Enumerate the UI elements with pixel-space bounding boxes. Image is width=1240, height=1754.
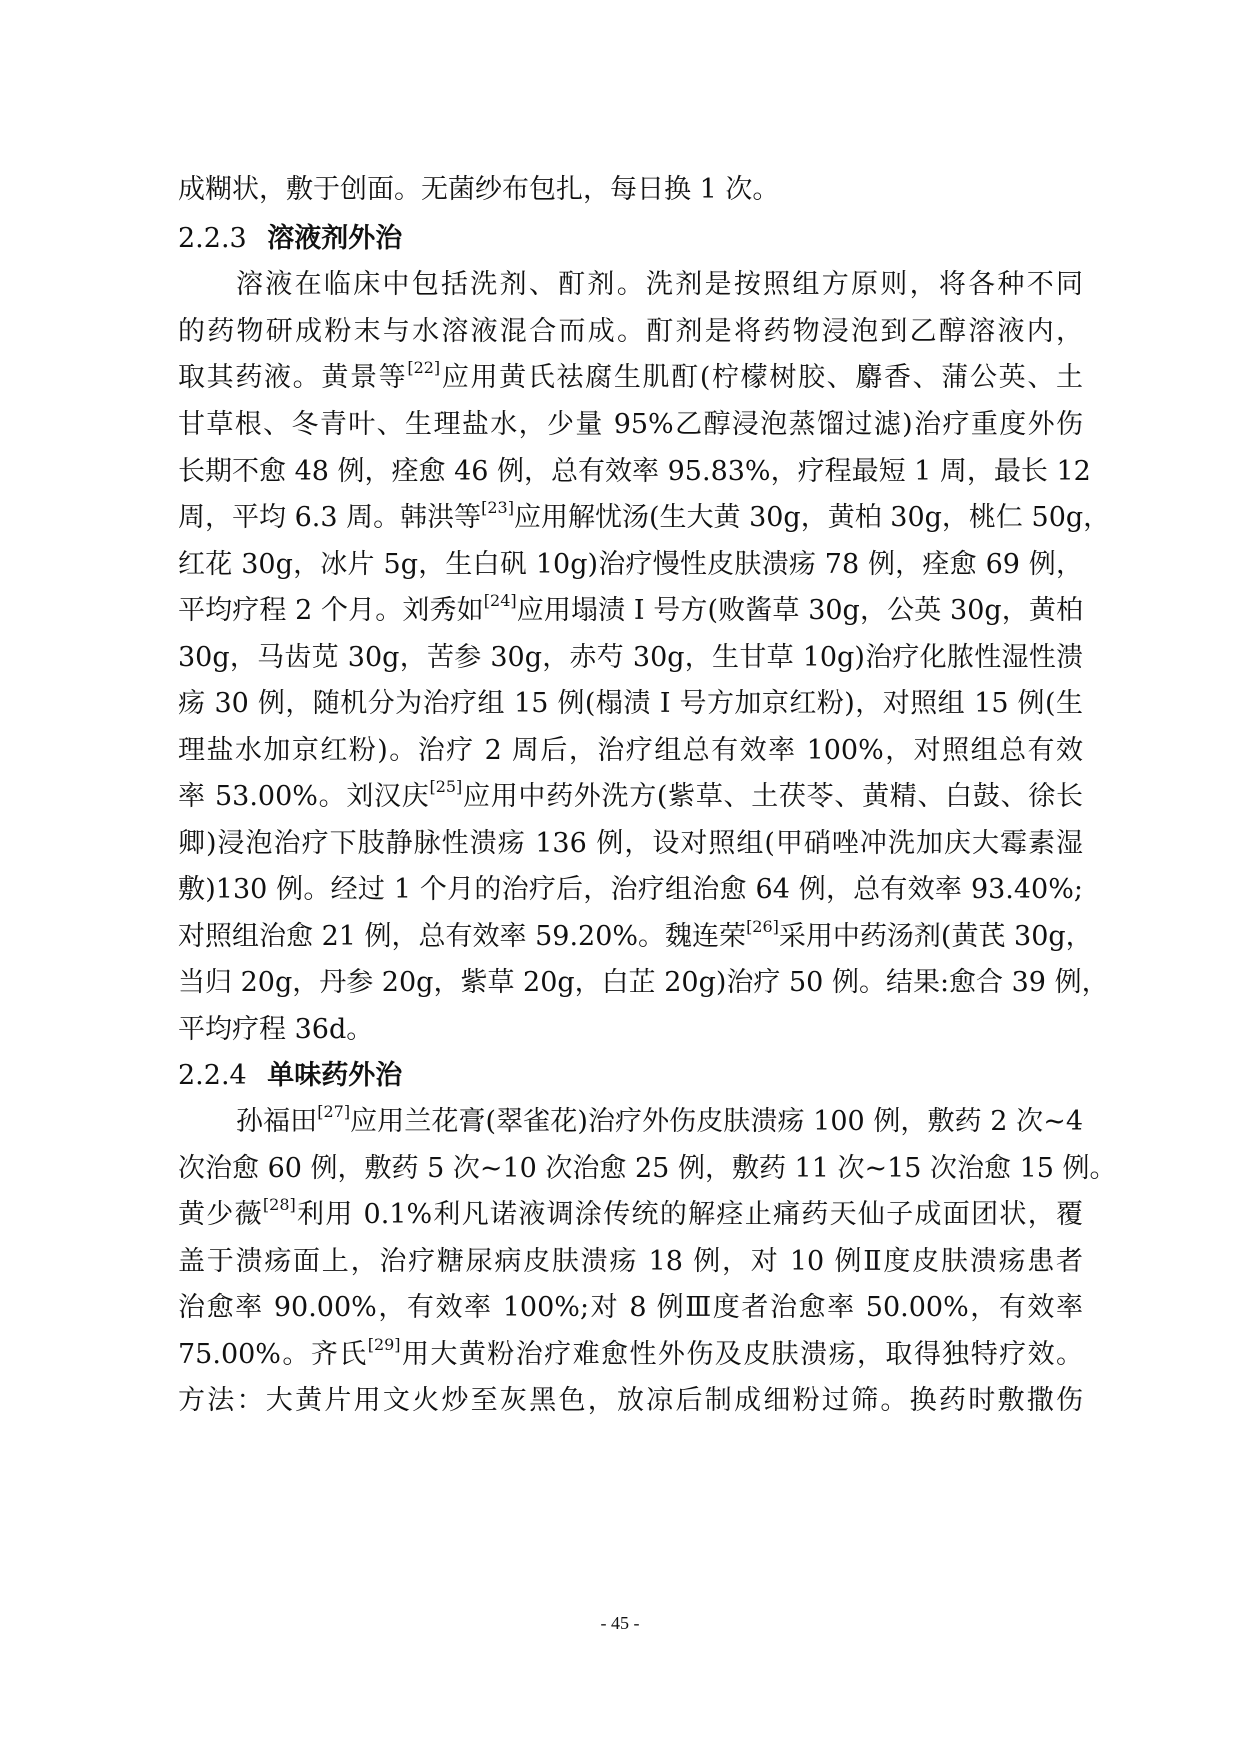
text-line: 当归 20g，丹参 20g，紫草 20g，白芷 20g)治疗 50 例。结果:愈合 39 例， — [178, 967, 1109, 998]
text-line: 卿)浸泡治疗下肢静脉性溃疡 136 例，设对照组(甲硝唑冲洗加庆大霉素湿 — [178, 828, 1083, 859]
citation: [28] — [262, 1195, 296, 1214]
text-line-with-citation — [178, 1195, 1083, 1230]
text-line: 成糊状，敷于创面。无菌纱布包扎，每日换 1 次。 — [178, 174, 780, 205]
text-line: 溶液在临床中包括洗剂、酊剂。洗剂是按照组方原则，将各种不同 — [236, 269, 1083, 300]
text-line-with-citation — [178, 1335, 1084, 1370]
text-line: 次治愈 60 例，敷药 5 次~10 次治愈 25 例，敷药 11 次~15 次治愈 15 例。 — [178, 1153, 1117, 1184]
text-line: 疡 30 例，随机分为治疗组 15 例(榻渍 I 号方加京红粉)，对照组 15 例(生 — [178, 688, 1083, 719]
text-segment: 用大黄粉治疗难愈性外伤及皮肤溃疡，取得独特疗效。 — [400, 1339, 1084, 1370]
citation: [27] — [317, 1102, 351, 1121]
text-segment: 应用兰花膏(翠雀花)治疗外伤皮肤溃疡 100 例，敷药 2 次~4 — [350, 1106, 1083, 1137]
text-segment: 黄少薇 — [178, 1199, 263, 1230]
text-segment: 应用解忧汤(生大黄 30g，黄柏 30g，桃仁 50g， — [513, 502, 1111, 533]
page-number: - 45 - — [600, 1613, 640, 1633]
text-segment: 应用塌渍 I 号方(败酱草 30g，公英 30g，黄柏 — [516, 595, 1084, 626]
section-number: 2.2.4 — [178, 1060, 247, 1091]
text-line: 盖于溃疡面上，治疗糖尿病皮肤溃疡 18 例，对 10 例Ⅱ度皮肤溃疡患者 — [178, 1246, 1083, 1277]
citation: [29] — [367, 1335, 401, 1354]
text-line: 治愈率 90.00%，有效率 100%;对 8 例Ⅲ度者治愈率 50.00%，有效率 — [178, 1292, 1083, 1323]
text-segment: 取其药液。黄景等 — [178, 362, 408, 393]
section-number: 2.2.3 — [178, 223, 247, 254]
text-segment: 采用中药汤剂(黄芪 30g， — [778, 921, 1093, 952]
text-line-with-citation — [178, 777, 1083, 812]
text-segment: 周，平均 6.3 周。韩洪等 — [178, 502, 482, 533]
citation: [22] — [407, 358, 441, 377]
citation: [25] — [429, 777, 463, 796]
section-heading — [178, 225, 402, 252]
text-line-with-citation — [236, 1102, 1083, 1137]
text-line: 甘草根、冬青叶、生理盐水，少量 95%乙醇浸泡蒸馏过滤)治疗重度外伤 — [178, 409, 1083, 440]
text-line: 长期不愈 48 例，痊愈 46 例，总有效率 95.83%，疗程最短 1 周，最长 12 — [178, 456, 1091, 487]
text-segment: 75.00%。齐氏 — [178, 1339, 368, 1370]
citation: [24] — [483, 591, 517, 610]
section-title: 溶液剂外治 — [267, 223, 403, 254]
text-line-with-citation — [178, 498, 1111, 533]
text-segment: 应用黄氏祛腐生肌酊(柠檬树胶、麝香、蒲公英、土 — [440, 362, 1083, 393]
text-line: 敷)130 例。经过 1 个月的治疗后，治疗组治愈 64 例，总有效率 93.40%; — [178, 874, 1083, 905]
citation: [23] — [481, 498, 514, 517]
text-line: 理盐水加京红粉)。治疗 2 周后，治疗组总有效率 100%，对照组总有效 — [178, 735, 1083, 766]
section-title: 单味药外治 — [267, 1060, 403, 1091]
citation: [26] — [746, 917, 779, 936]
section-heading — [178, 1062, 402, 1089]
text-line-with-citation — [178, 358, 1083, 393]
text-line: 平均疗程 36d。 — [178, 1014, 374, 1045]
text-segment: 应用中药外洗方(紫草、土茯苓、黄精、白鼓、徐长 — [462, 781, 1083, 812]
text-segment: 率 53.00%。刘汉庆 — [178, 781, 430, 812]
text-line-with-citation — [178, 917, 1093, 952]
text-segment: 利用 0.1%利凡诺液调涂传统的解痉止痛药天仙子成面团状，覆 — [295, 1199, 1083, 1230]
text-line: 的药物研成粉末与水溶液混合而成。酊剂是将药物浸泡到乙醇溶液内， — [178, 316, 1083, 347]
text-line-with-citation — [178, 591, 1084, 626]
text-segment: 对照组治愈 21 例，总有效率 59.20%。魏连荣 — [178, 921, 747, 952]
text-segment: 孙福田 — [236, 1106, 318, 1137]
text-line: 方法：大黄片用文火炒至灰黑色，放凉后制成细粉过筛。换药时敷撒伤 — [178, 1385, 1083, 1416]
text-segment: 平均疗程 2 个月。刘秀如 — [178, 595, 484, 626]
text-line: 红花 30g，冰片 5g，生白矾 10g)治疗慢性皮肤溃疡 78 例，痊愈 69 例， — [178, 549, 1083, 580]
text-line: 30g，马齿苋 30g，苦参 30g，赤芍 30g，生甘草 10g)治疗化脓性湿性溃 — [178, 642, 1083, 673]
